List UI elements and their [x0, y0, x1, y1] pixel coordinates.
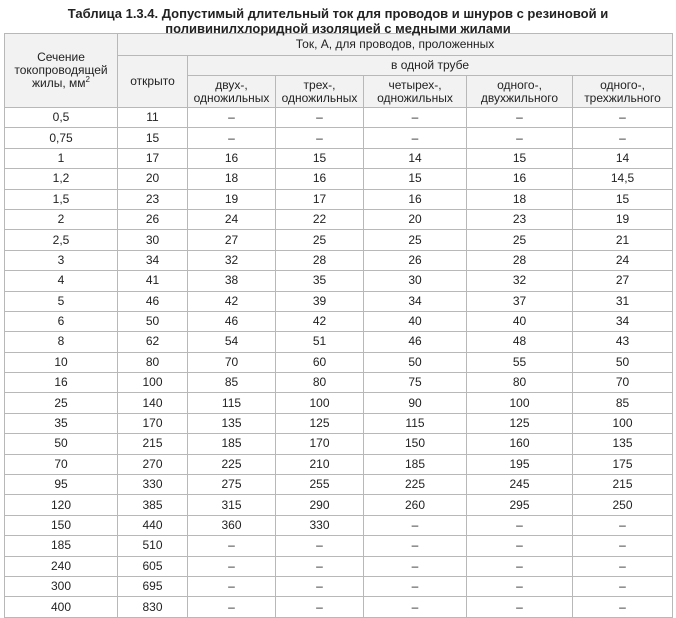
table-cell: –: [188, 576, 276, 596]
table-cell: 35: [5, 413, 118, 433]
table-cell: 17: [118, 148, 188, 168]
table-row: [5, 169, 673, 189]
table-cell: 160: [467, 434, 573, 454]
table-cell: 70: [573, 373, 673, 393]
table-cell: –: [573, 556, 673, 576]
table-title-line2: поливинилхлоридной изоляцией с медными жилами: [165, 21, 511, 36]
table-cell: 20: [364, 209, 467, 229]
table-cell: 2,5: [5, 230, 118, 250]
table-cell: 270: [118, 454, 188, 474]
table-cell: –: [573, 576, 673, 596]
table-row: [5, 148, 673, 168]
table-row: [5, 454, 673, 474]
table-cell: 275: [188, 475, 276, 495]
table-cell: –: [188, 128, 276, 148]
table-cell: 46: [188, 311, 276, 331]
table-cell: –: [188, 536, 276, 556]
table-cell: 4: [5, 271, 118, 291]
table-cell: 42: [188, 291, 276, 311]
table-cell: 15: [276, 148, 364, 168]
table-cell: 250: [573, 495, 673, 515]
table-cell: 41: [118, 271, 188, 291]
table-cell: 16: [364, 189, 467, 209]
table-cell: 440: [118, 515, 188, 535]
table-cell: 23: [118, 189, 188, 209]
table-cell: 46: [364, 332, 467, 352]
table-cell: 225: [364, 475, 467, 495]
table-cell: 34: [118, 250, 188, 270]
header-col-four-single: четырех-, одножильных: [364, 76, 467, 108]
table-cell: –: [276, 108, 364, 128]
table-cell: 50: [364, 352, 467, 372]
header-one-pipe: в одной трубе: [188, 56, 673, 76]
table-cell: 14,5: [573, 169, 673, 189]
table-cell: 140: [118, 393, 188, 413]
table-cell: 100: [573, 413, 673, 433]
table-cell: 24: [573, 250, 673, 270]
table-cell: 150: [364, 434, 467, 454]
table-cell: 24: [188, 209, 276, 229]
table-cell: 90: [364, 393, 467, 413]
table-cell: 115: [364, 413, 467, 433]
table-cell: 830: [118, 597, 188, 617]
table-cell: –: [364, 108, 467, 128]
table-cell: 51: [276, 332, 364, 352]
table-cell: 32: [467, 271, 573, 291]
table-cell: 70: [5, 454, 118, 474]
table-cell: 510: [118, 536, 188, 556]
table-cell: 215: [118, 434, 188, 454]
table-row: [5, 128, 673, 148]
table-cell: –: [364, 576, 467, 596]
table-cell: –: [276, 536, 364, 556]
table-cell: 32: [188, 250, 276, 270]
table-cell: –: [188, 556, 276, 576]
table-cell: 290: [276, 495, 364, 515]
table-cell: 40: [364, 311, 467, 331]
table-cell: 0,5: [5, 108, 118, 128]
table-cell: 330: [276, 515, 364, 535]
table-cell: 3: [5, 250, 118, 270]
header-col-one-three-core: одного-, трехжильного: [573, 76, 673, 108]
table-cell: 125: [276, 413, 364, 433]
table-cell: –: [467, 108, 573, 128]
table-cell: 50: [118, 311, 188, 331]
table-row: [5, 434, 673, 454]
table-cell: 18: [467, 189, 573, 209]
table-cell: 135: [188, 413, 276, 433]
table-cell: –: [364, 128, 467, 148]
table-row: [5, 189, 673, 209]
table-cell: 1: [5, 148, 118, 168]
table-cell: 85: [188, 373, 276, 393]
table-cell: 85: [573, 393, 673, 413]
header-open: открыто: [118, 56, 188, 108]
table-row: [5, 209, 673, 229]
table-cell: –: [188, 108, 276, 128]
table-cell: 15: [364, 169, 467, 189]
table-cell: 34: [573, 311, 673, 331]
table-cell: 170: [118, 413, 188, 433]
table-cell: 185: [364, 454, 467, 474]
table-row: [5, 352, 673, 372]
table-cell: –: [573, 597, 673, 617]
table-body: [5, 108, 673, 618]
table-cell: 15: [118, 128, 188, 148]
table-cell: –: [467, 536, 573, 556]
table-row: [5, 108, 673, 128]
table-cell: 295: [467, 495, 573, 515]
table-cell: 80: [467, 373, 573, 393]
table-cell: –: [364, 515, 467, 535]
table-title-line1: Таблица 1.3.4. Допустимый длительный ток для проводов и шнуров с резиновой и: [67, 6, 609, 21]
table-cell: 695: [118, 576, 188, 596]
table-cell: 18: [188, 169, 276, 189]
table-cell: 400: [5, 597, 118, 617]
table-cell: –: [467, 576, 573, 596]
table-cell: 50: [5, 434, 118, 454]
header-current: Ток, А, для проводов, проложенных: [118, 34, 673, 56]
table-cell: 25: [467, 230, 573, 250]
table-cell: 19: [188, 189, 276, 209]
table-cell: 120: [5, 495, 118, 515]
table-cell: –: [467, 597, 573, 617]
table-title: [0, 0, 676, 36]
header-section: [5, 34, 118, 108]
table-cell: 70: [188, 352, 276, 372]
table-cell: 16: [276, 169, 364, 189]
table-cell: –: [573, 108, 673, 128]
table-cell: 330: [118, 475, 188, 495]
table-row: [5, 393, 673, 413]
header-section-text: Сечение токопроводящей жилы, мм: [14, 50, 108, 90]
table-cell: 95: [5, 475, 118, 495]
table-row: [5, 332, 673, 352]
table-cell: 15: [467, 148, 573, 168]
table-row: [5, 536, 673, 556]
current-table: [4, 33, 673, 618]
table-cell: 21: [573, 230, 673, 250]
table-row: [5, 475, 673, 495]
table-cell: 42: [276, 311, 364, 331]
table-row: [5, 291, 673, 311]
table-cell: 260: [364, 495, 467, 515]
table-cell: –: [467, 515, 573, 535]
table-cell: 215: [573, 475, 673, 495]
table-cell: 27: [188, 230, 276, 250]
table-row: [5, 311, 673, 331]
table-cell: 37: [467, 291, 573, 311]
table-cell: 55: [467, 352, 573, 372]
table-cell: –: [364, 597, 467, 617]
table-cell: –: [188, 597, 276, 617]
table-cell: 80: [276, 373, 364, 393]
table-cell: 27: [573, 271, 673, 291]
table-row: [5, 413, 673, 433]
table-row: [5, 230, 673, 250]
table-cell: 14: [573, 148, 673, 168]
table-row: [5, 556, 673, 576]
table-cell: –: [276, 597, 364, 617]
table-cell: 23: [467, 209, 573, 229]
table-cell: 185: [188, 434, 276, 454]
table-cell: 48: [467, 332, 573, 352]
table-cell: –: [573, 128, 673, 148]
table-cell: 35: [276, 271, 364, 291]
table-cell: 25: [276, 230, 364, 250]
table-cell: 16: [467, 169, 573, 189]
table-row: [5, 515, 673, 535]
table-cell: 11: [118, 108, 188, 128]
table-cell: –: [276, 556, 364, 576]
table-cell: 1,2: [5, 169, 118, 189]
table-row: [5, 495, 673, 515]
table-cell: 100: [467, 393, 573, 413]
table-cell: 255: [276, 475, 364, 495]
table-cell: –: [364, 556, 467, 576]
table-cell: 240: [5, 556, 118, 576]
table-cell: 185: [5, 536, 118, 556]
table-cell: 40: [467, 311, 573, 331]
table-cell: 2: [5, 209, 118, 229]
table-cell: 30: [118, 230, 188, 250]
table-cell: 46: [118, 291, 188, 311]
table-cell: 20: [118, 169, 188, 189]
table-cell: 17: [276, 189, 364, 209]
table-cell: 22: [276, 209, 364, 229]
table-cell: 210: [276, 454, 364, 474]
table-cell: 245: [467, 475, 573, 495]
table-cell: 80: [118, 352, 188, 372]
table-cell: 50: [573, 352, 673, 372]
table-cell: 25: [364, 230, 467, 250]
table-cell: –: [467, 556, 573, 576]
table-cell: 300: [5, 576, 118, 596]
table-cell: –: [276, 576, 364, 596]
table-cell: 60: [276, 352, 364, 372]
table-cell: 62: [118, 332, 188, 352]
table-cell: 31: [573, 291, 673, 311]
table-cell: 8: [5, 332, 118, 352]
table-cell: 385: [118, 495, 188, 515]
table-cell: 360: [188, 515, 276, 535]
table-cell: 10: [5, 352, 118, 372]
table-cell: 34: [364, 291, 467, 311]
table-cell: 125: [467, 413, 573, 433]
table-row: [5, 576, 673, 596]
table-cell: 170: [276, 434, 364, 454]
table-cell: –: [276, 128, 364, 148]
table-cell: 19: [573, 209, 673, 229]
header-col-three-single: трех-, одножильных: [276, 76, 364, 108]
table-cell: –: [573, 536, 673, 556]
table-cell: 100: [276, 393, 364, 413]
table-cell: –: [467, 128, 573, 148]
table-cell: 6: [5, 311, 118, 331]
table-cell: 605: [118, 556, 188, 576]
header-col-two-single: двух-, одножильных: [188, 76, 276, 108]
table-cell: 26: [118, 209, 188, 229]
table-cell: 135: [573, 434, 673, 454]
table-cell: 28: [467, 250, 573, 270]
table-cell: 39: [276, 291, 364, 311]
table-cell: 14: [364, 148, 467, 168]
table-cell: 225: [188, 454, 276, 474]
table-cell: 315: [188, 495, 276, 515]
table-row: [5, 250, 673, 270]
table-cell: 175: [573, 454, 673, 474]
table-cell: 38: [188, 271, 276, 291]
table-cell: 26: [364, 250, 467, 270]
table-row: [5, 597, 673, 617]
table-cell: 150: [5, 515, 118, 535]
table-cell: 54: [188, 332, 276, 352]
table-cell: 30: [364, 271, 467, 291]
table-cell: 195: [467, 454, 573, 474]
table-cell: 0,75: [5, 128, 118, 148]
header-section-sup: 2: [85, 75, 90, 84]
table-cell: –: [364, 536, 467, 556]
table-cell: 1,5: [5, 189, 118, 209]
table-cell: 100: [118, 373, 188, 393]
table-cell: 16: [188, 148, 276, 168]
table-cell: 115: [188, 393, 276, 413]
table-cell: 16: [5, 373, 118, 393]
table-cell: 43: [573, 332, 673, 352]
table-cell: –: [573, 515, 673, 535]
table-row: [5, 271, 673, 291]
table-cell: 15: [573, 189, 673, 209]
table-row: [5, 373, 673, 393]
table-cell: 75: [364, 373, 467, 393]
table-cell: 28: [276, 250, 364, 270]
table-cell: 25: [5, 393, 118, 413]
header-col-one-two-core: одного-, двухжильного: [467, 76, 573, 108]
table-cell: 5: [5, 291, 118, 311]
